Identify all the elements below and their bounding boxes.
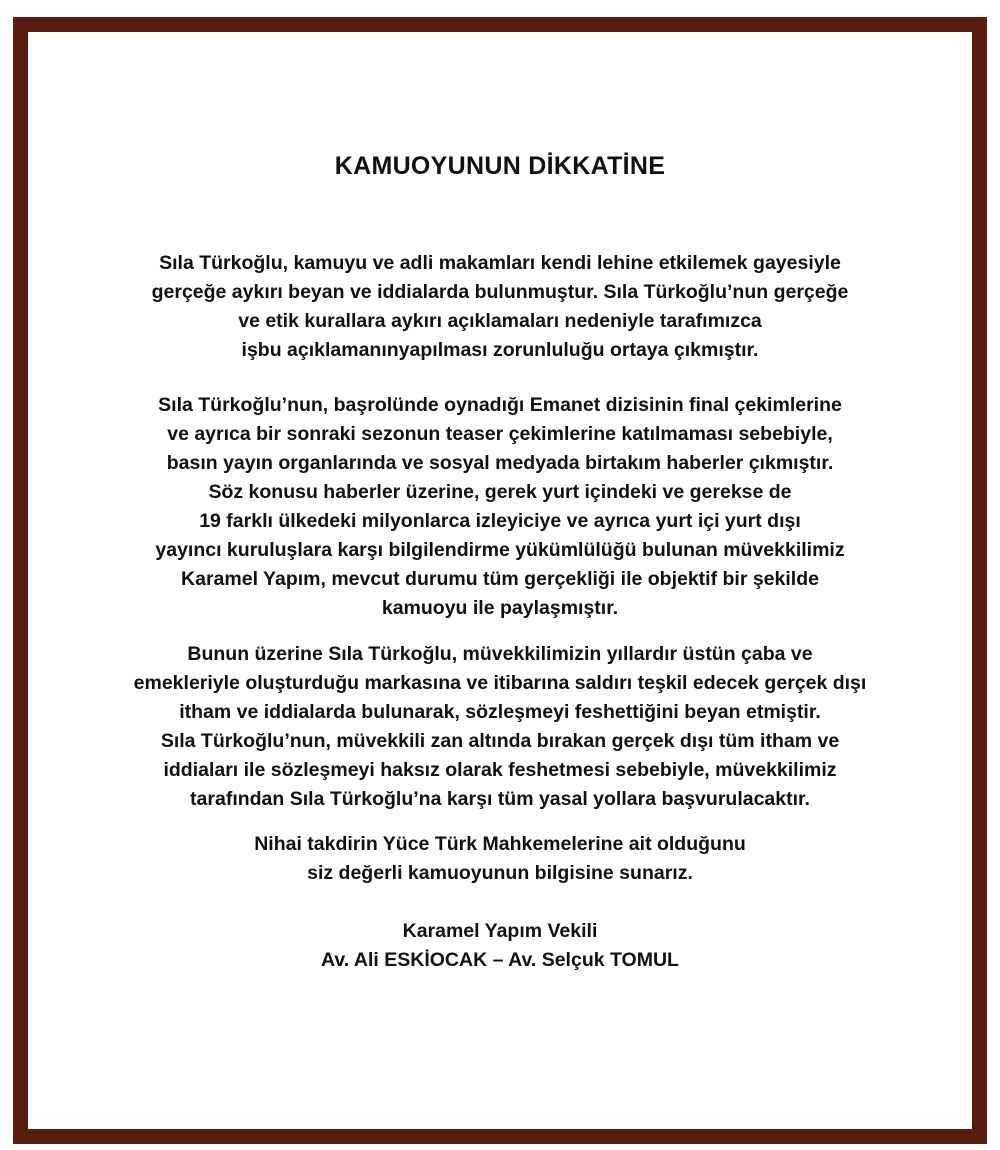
text-line: yayıncı kuruluşlara karşı bilgilendirme yükümlülüğü bulunan müvekkilimiz <box>155 539 845 561</box>
text-line: Sıla Türkoğlu’nun, müvekkili zan altında bırakan gerçek dışı tüm itham ve <box>160 730 840 752</box>
text-line: Karamel Yapım, mevcut durumu tüm gerçekliği ile objektif bir şekilde <box>181 568 819 590</box>
text-line: iddiaları ile sözleşmeyi haksız olarak feshetmesi sebebiyle, müvekkilimiz <box>163 759 837 781</box>
text-line: işbu açıklamanınyapılması zorunluluğu ortaya çıkmıştır. <box>241 339 759 361</box>
paragraph-2 <box>0 391 1000 623</box>
text-line: Nihai takdirin Yüce Türk Mahkemelerine ait olduğunu <box>254 833 746 855</box>
text-line: emekleriyle oluşturduğu markasına ve itibarına saldırı teşkil edecek gerçek dışı <box>133 672 867 694</box>
text-line: basın yayın organlarında ve sosyal medyada birtakım haberler çıkmıştır. <box>166 452 834 474</box>
paragraph-4 <box>0 830 1000 888</box>
text-line: tarafından Sıla Türkoğlu’na karşı tüm yasal yollara başvurulacaktır. <box>190 788 810 810</box>
text-line: siz değerli kamuoyunun bilgisine sunarız. <box>307 862 693 884</box>
signature-block <box>0 917 1000 975</box>
document-title: KAMUOYUNUN DİKKATİNE <box>334 152 666 180</box>
paragraph-3 <box>0 640 1000 814</box>
signature-title: Karamel Yapım Vekili <box>402 920 598 942</box>
text-line: Bunun üzerine Sıla Türkoğlu, müvekkilimizin yıllardır üstün çaba ve <box>187 643 813 665</box>
text-line: kamuoyu ile paylaşmıştır. <box>381 597 619 619</box>
text-line: 19 farklı ülkedeki milyonlarca izleyiciye ve ayrıca yurt içi yurt dışı <box>199 510 801 532</box>
text-line: ve ayrıca bir sonraki sezonun teaser çekimlerine katılmaması sebebiyle, <box>167 423 833 445</box>
text-line: gerçeğe aykırı beyan ve iddialarda bulunmuştur. Sıla Türkoğlu’nun gerçeğe <box>151 281 849 303</box>
text-line: Sıla Türkoğlu, kamuyu ve adli makamları kendi lehine etkilemek gayesiyle <box>159 252 841 274</box>
text-line: Sıla Türkoğlu’nun, başrolünde oynadığı Emanet dizisinin final çekimlerine <box>158 394 842 416</box>
text-line: ve etik kurallara aykırı açıklamaları nedeniyle tarafımızca <box>238 310 762 332</box>
signature-names: Av. Ali ESKİOCAK – Av. Selçuk TOMUL <box>321 949 679 971</box>
text-line: itham ve iddialarda bulunarak, sözleşmeyi feshettiğini beyan etmiştir. <box>179 701 821 723</box>
paragraph-1 <box>0 249 1000 365</box>
text-line: Söz konusu haberler üzerine, gerek yurt içindeki ve gerekse de <box>208 481 792 503</box>
